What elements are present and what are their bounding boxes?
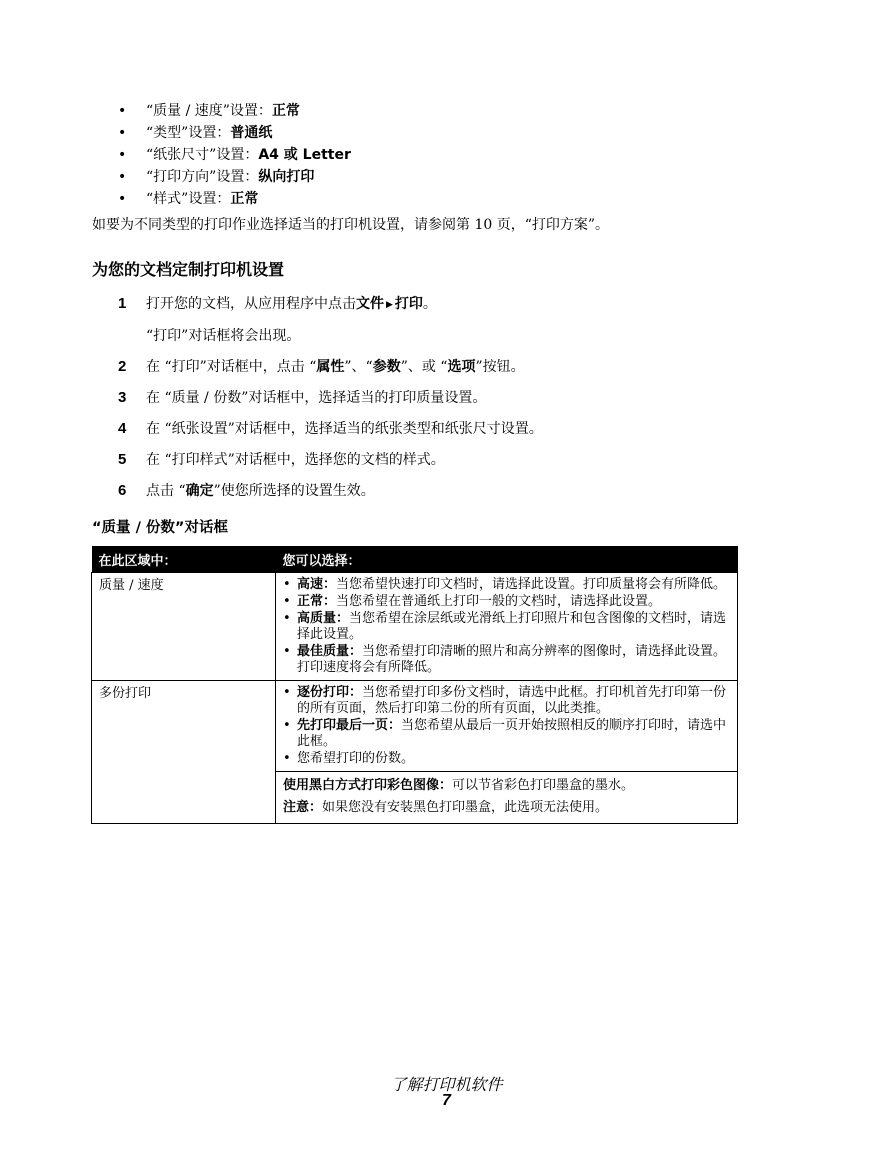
list-item: • 高质量：当您希望在涂层纸或光滑纸上打印照片和包含图像的文档时，请选择此设置。 bbox=[283, 611, 730, 643]
col-header-options: 您可以选择： bbox=[276, 546, 738, 573]
row-options-copies bbox=[276, 681, 738, 772]
col-header-area: 在此区域中： bbox=[92, 546, 276, 573]
row-options-quality bbox=[276, 573, 738, 681]
table-header-row bbox=[92, 546, 738, 573]
step-2: 2 在 “打印”对话框中，点击 “属性”、“参数”、或 “选项”按钮。 bbox=[118, 358, 525, 375]
setting-item: • “质量 / 速度”设置：正常 bbox=[118, 100, 351, 122]
table-row bbox=[92, 681, 738, 772]
list-item: • 正常：当您希望在普通纸上打印一般的文档时，请选择此设置。 bbox=[283, 594, 730, 610]
bw-option: 使用黑白方式打印彩色图像：可以节省彩色打印墨盒的墨水。 bbox=[283, 778, 635, 793]
setting-item: • “纸张尺寸”设置：A4 或 Letter bbox=[118, 144, 351, 166]
setting-item: • “类型”设置：普通纸 bbox=[118, 122, 351, 144]
quality-copies-table bbox=[91, 546, 738, 824]
step-1: 1 打开您的文档，从应用程序中点击文件 ▶ 打印。 bbox=[118, 295, 437, 312]
step-1-note: “打印”对话框将会出现。 bbox=[146, 328, 301, 344]
list-item: • 逐份打印：当您希望打印多份文档时，请选中此框。打印机首先打印第一份的所有页面，然后打印第二份的所有页面，以此类推。 bbox=[283, 685, 730, 717]
arrow-right-icon: ▶ bbox=[386, 300, 393, 310]
note: 注意：如果您没有安装黑色打印墨盒，此选项无法使用。 bbox=[283, 800, 609, 815]
list-item: • 您希望打印的份数。 bbox=[283, 751, 730, 767]
steps-list bbox=[118, 294, 543, 501]
footer-title: 了解打印机软件 bbox=[390, 1075, 503, 1094]
list-item: • 最佳质量：当您希望打印清晰的照片和高分辨率的图像时，请选择此设置。打印速度将会有所降低。 bbox=[283, 644, 730, 676]
list-item: • 高速：当您希望快速打印文档时，请选择此设置。打印质量将会有所降低。 bbox=[283, 577, 730, 593]
section-heading: 为您的文档定制打印机设置 bbox=[92, 260, 285, 279]
row-area-copies: 多份打印 bbox=[92, 681, 276, 824]
step-3: 3 在 “质量 / 份数”对话框中，选择适当的打印质量设置。 bbox=[118, 389, 487, 406]
setting-item: • “打印方向”设置：纵向打印 bbox=[118, 166, 351, 188]
settings-list bbox=[118, 100, 351, 210]
step-5: 5 在 “打印样式”对话框中，选择您的文档的样式。 bbox=[118, 451, 445, 468]
table-row bbox=[92, 573, 738, 681]
row-area-quality: 质量 / 速度 bbox=[92, 573, 276, 681]
row-options-bw bbox=[276, 772, 738, 824]
list-item: • 先打印最后一页：当您希望从最后一页开始按照相反的顺序打印时，请选中此框。 bbox=[283, 718, 730, 750]
setting-item: • “样式”设置：正常 bbox=[118, 188, 351, 210]
reference-paragraph: 如要为不同类型的打印作业选择适当的打印机设置，请参阅第 10 页，“打印方案”。 bbox=[92, 217, 610, 233]
step-4: 4 在 “纸张设置”对话框中，选择适当的纸张类型和纸张尺寸设置。 bbox=[118, 420, 543, 437]
table-heading: “质量 / 份数”对话框 bbox=[92, 520, 228, 536]
step-6: 6 点击 “确定”使您所选择的设置生效。 bbox=[118, 482, 375, 499]
page-number: 7 bbox=[442, 1092, 451, 1109]
